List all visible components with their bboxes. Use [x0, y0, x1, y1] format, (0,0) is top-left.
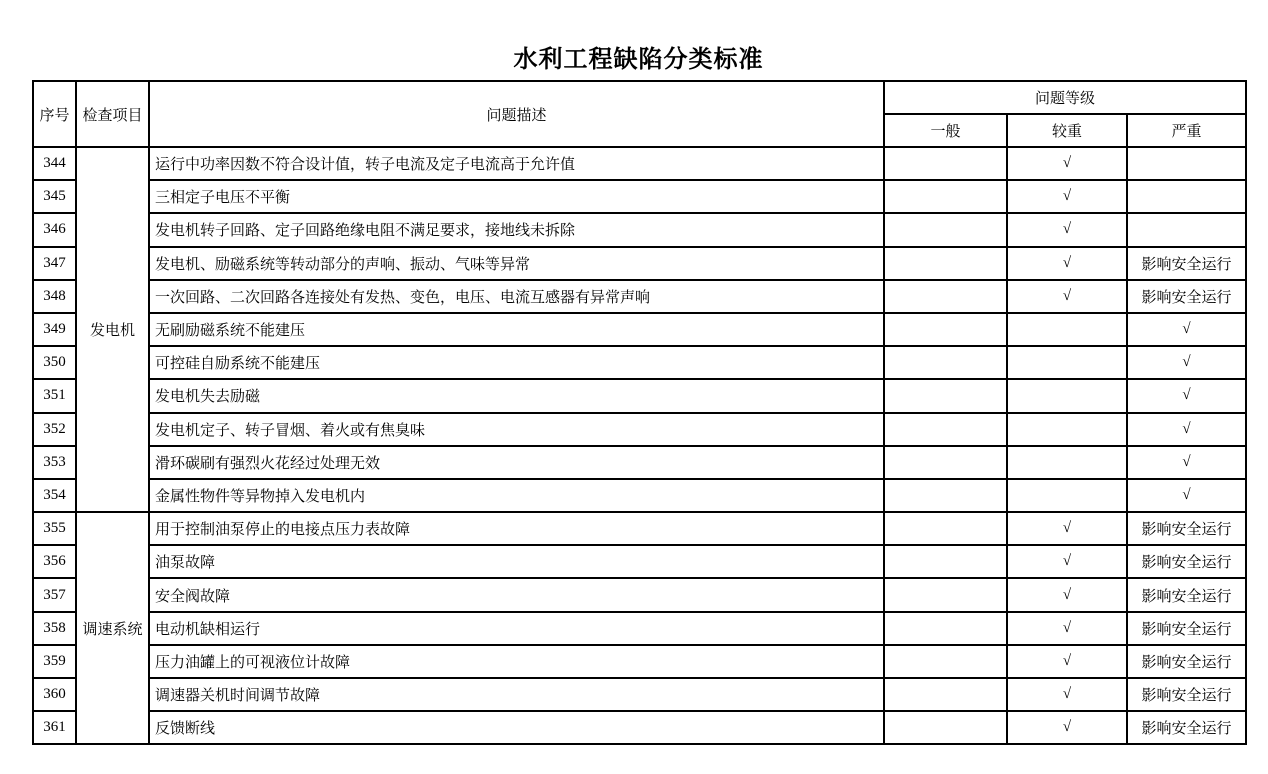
- table-row: [33, 280, 1246, 313]
- table-row: [33, 446, 1246, 479]
- level-moderate-cell: [1007, 446, 1127, 479]
- level-severe-cell: [1127, 180, 1246, 213]
- level-moderate-cell: √: [1007, 545, 1127, 578]
- table-row: [33, 545, 1246, 578]
- description-cell: 发电机定子、转子冒烟、着火或有焦臭味: [149, 413, 884, 446]
- level-general-cell: [884, 479, 1007, 512]
- level-moderate-cell: √: [1007, 280, 1127, 313]
- serial-cell: 357: [33, 578, 76, 611]
- table-row: [33, 147, 1246, 180]
- level-severe-cell: 影响安全运行: [1127, 645, 1246, 678]
- level-severe-cell: 影响安全运行: [1127, 247, 1246, 280]
- serial-cell: 348: [33, 280, 76, 313]
- header-row-1: [33, 81, 1246, 114]
- level-severe-cell: √: [1127, 379, 1246, 412]
- serial-cell: 344: [33, 147, 76, 180]
- level-severe-cell: 影响安全运行: [1127, 512, 1246, 545]
- serial-cell: 361: [33, 711, 76, 744]
- header-description: 问题描述: [149, 81, 884, 147]
- level-moderate-cell: √: [1007, 147, 1127, 180]
- level-moderate-cell: [1007, 479, 1127, 512]
- serial-cell: 359: [33, 645, 76, 678]
- level-moderate-cell: √: [1007, 711, 1127, 744]
- level-general-cell: [884, 512, 1007, 545]
- level-moderate-cell: √: [1007, 678, 1127, 711]
- level-severe-cell: 影响安全运行: [1127, 545, 1246, 578]
- level-moderate-cell: [1007, 379, 1127, 412]
- level-moderate-cell: √: [1007, 645, 1127, 678]
- serial-cell: 355: [33, 512, 76, 545]
- description-cell: 调速器关机时间调节故障: [149, 678, 884, 711]
- description-cell: 用于控制油泵停止的电接点压力表故障: [149, 512, 884, 545]
- defect-classification-table: [32, 80, 1247, 745]
- table-row: [33, 180, 1246, 213]
- level-general-cell: [884, 379, 1007, 412]
- level-severe-cell: 影响安全运行: [1127, 280, 1246, 313]
- level-moderate-cell: [1007, 313, 1127, 346]
- level-severe-cell: [1127, 147, 1246, 180]
- serial-cell: 353: [33, 446, 76, 479]
- level-general-cell: [884, 678, 1007, 711]
- serial-cell: 352: [33, 413, 76, 446]
- table-row: [33, 512, 1246, 545]
- header-category: 检查项目: [76, 81, 149, 147]
- level-moderate-cell: √: [1007, 578, 1127, 611]
- level-severe-cell: 影响安全运行: [1127, 678, 1246, 711]
- description-cell: 发电机失去励磁: [149, 379, 884, 412]
- level-moderate-cell: [1007, 413, 1127, 446]
- table-row: [33, 379, 1246, 412]
- description-cell: 反馈断线: [149, 711, 884, 744]
- level-severe-cell: 影响安全运行: [1127, 711, 1246, 744]
- level-general-cell: [884, 446, 1007, 479]
- level-severe-cell: √: [1127, 346, 1246, 379]
- serial-cell: 358: [33, 612, 76, 645]
- level-general-cell: [884, 645, 1007, 678]
- level-general-cell: [884, 578, 1007, 611]
- level-moderate-cell: √: [1007, 512, 1127, 545]
- group-cell-generator: 发电机: [76, 147, 149, 512]
- table-row: [33, 313, 1246, 346]
- description-cell: 电动机缺相运行: [149, 612, 884, 645]
- level-general-cell: [884, 711, 1007, 744]
- serial-cell: 354: [33, 479, 76, 512]
- level-general-cell: [884, 413, 1007, 446]
- serial-cell: 356: [33, 545, 76, 578]
- level-moderate-cell: [1007, 346, 1127, 379]
- table-row: [33, 678, 1246, 711]
- level-general-cell: [884, 213, 1007, 246]
- serial-cell: 347: [33, 247, 76, 280]
- header-serial: 序号: [33, 81, 76, 147]
- table-row: [33, 413, 1246, 446]
- table-row: [33, 247, 1246, 280]
- table-row: [33, 645, 1246, 678]
- table-row: [33, 612, 1246, 645]
- level-general-cell: [884, 280, 1007, 313]
- group-cell-speed-control: 调速系统: [76, 512, 149, 744]
- level-general-cell: [884, 346, 1007, 379]
- description-cell: 一次回路、二次回路各连接处有发热、变色，电压、电流互感器有异常声响: [149, 280, 884, 313]
- level-general-cell: [884, 180, 1007, 213]
- table-row: [33, 213, 1246, 246]
- description-cell: 三相定子电压不平衡: [149, 180, 884, 213]
- level-general-cell: [884, 247, 1007, 280]
- table-row: [33, 578, 1246, 611]
- description-cell: 发电机转子回路、定子回路绝缘电阻不满足要求，接地线未拆除: [149, 213, 884, 246]
- level-moderate-cell: √: [1007, 247, 1127, 280]
- serial-cell: 360: [33, 678, 76, 711]
- table-row: [33, 479, 1246, 512]
- header-level-group: 问题等级: [884, 81, 1246, 114]
- header-level-general: 一般: [884, 114, 1007, 147]
- level-general-cell: [884, 147, 1007, 180]
- level-severe-cell: 影响安全运行: [1127, 578, 1246, 611]
- serial-cell: 346: [33, 213, 76, 246]
- level-severe-cell: 影响安全运行: [1127, 612, 1246, 645]
- description-cell: 无刷励磁系统不能建压: [149, 313, 884, 346]
- description-cell: 可控硅自励系统不能建压: [149, 346, 884, 379]
- description-cell: 发电机、励磁系统等转动部分的声响、振动、气味等异常: [149, 247, 884, 280]
- description-cell: 安全阀故障: [149, 578, 884, 611]
- table-row: [33, 711, 1246, 744]
- header-level-severe: 严重: [1127, 114, 1246, 147]
- description-cell: 油泵故障: [149, 545, 884, 578]
- serial-cell: 345: [33, 180, 76, 213]
- page-title: 水利工程缺陷分类标准: [513, 45, 764, 73]
- level-severe-cell: √: [1127, 313, 1246, 346]
- description-cell: 滑环碳刷有强烈火花经过处理无效: [149, 446, 884, 479]
- header-level-moderate: 较重: [1007, 114, 1127, 147]
- serial-cell: 351: [33, 379, 76, 412]
- level-severe-cell: [1127, 213, 1246, 246]
- description-cell: 运行中功率因数不符合设计值，转子电流及定子电流高于允许值: [149, 147, 884, 180]
- table-row: [33, 346, 1246, 379]
- description-cell: 金属性物件等异物掉入发电机内: [149, 479, 884, 512]
- level-moderate-cell: √: [1007, 612, 1127, 645]
- level-general-cell: [884, 545, 1007, 578]
- level-severe-cell: √: [1127, 413, 1246, 446]
- description-cell: 压力油罐上的可视液位计故障: [149, 645, 884, 678]
- level-general-cell: [884, 612, 1007, 645]
- level-severe-cell: √: [1127, 446, 1246, 479]
- level-severe-cell: √: [1127, 479, 1246, 512]
- level-general-cell: [884, 313, 1007, 346]
- serial-cell: 350: [33, 346, 76, 379]
- level-moderate-cell: √: [1007, 180, 1127, 213]
- level-moderate-cell: √: [1007, 213, 1127, 246]
- serial-cell: 349: [33, 313, 76, 346]
